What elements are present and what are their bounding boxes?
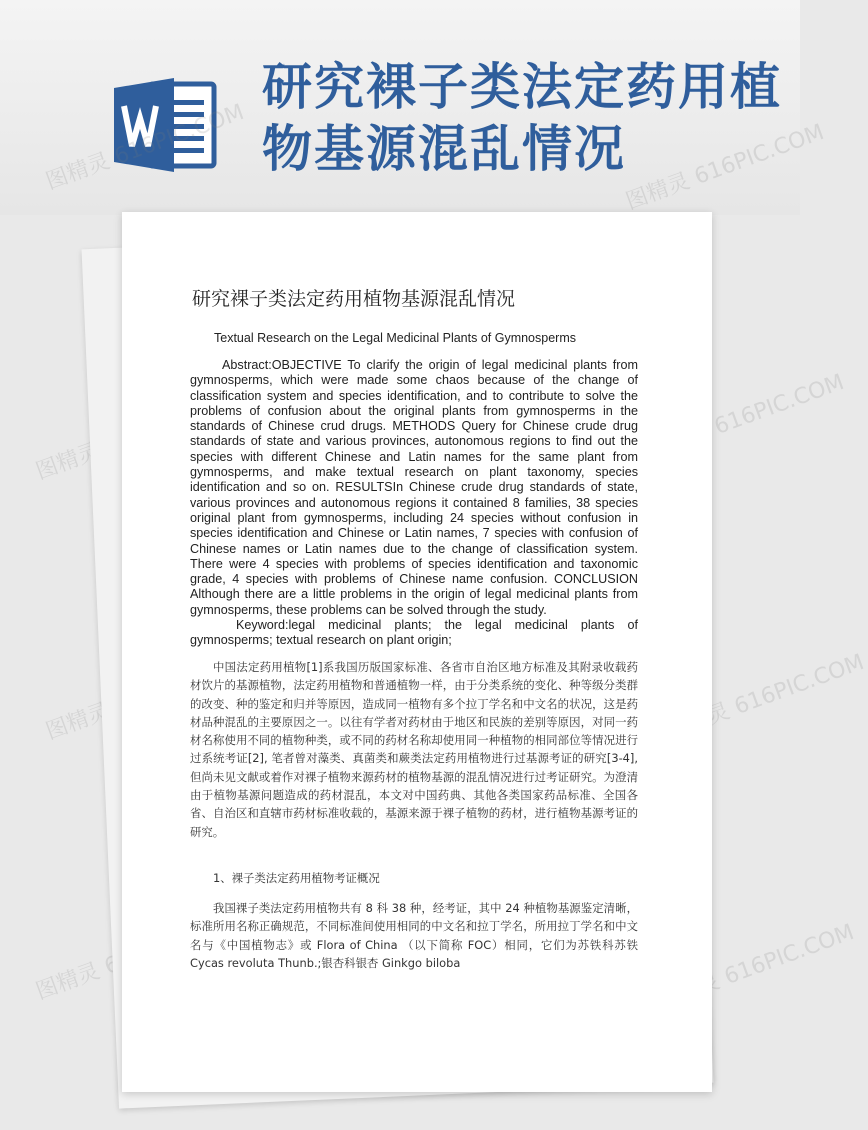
english-title: Textual Research on the Legal Medicinal Plants of Gymnosperms <box>214 331 576 345</box>
body-paragraph-overview: 我国裸子类法定药用植物共有 8 科 38 种，经考证，其中 24 种植物基源鉴定清晰，标准所用名称正确规范，不同标准间使用相同的中文名和拉丁学名，所用拉丁学名和中文名与《中国植物志》或 Flora of China （以下简称 FOC）相同，它们为苏铁科苏铁 Cycas revoluta Thunb.;银杏科银杏 Ginkgo biloba <box>190 901 638 970</box>
document-title: 研究裸子类法定药用植物基源混乱情况 <box>192 288 516 310</box>
section-heading: 1、裸子类法定药用植物考证概况 <box>213 871 380 885</box>
watermark: 图精灵 616PIC.COM <box>662 649 868 745</box>
banner-title: 研究裸子类法定药用植物基源混乱情况 <box>262 58 782 178</box>
body-paragraph-intro: 中国法定药用植物[1]系我国历版国家标准、各省市自治区地方标准及其附录收载药材饮片的基源植物，法定药用植物和普通植物一样，由于分类系统的变化、种等级分类群的改变、种的鉴定和归并等原因，造成同一植物有多个拉丁学名和中文名的状况，这是药材品种混乱的主要原因之一。以往有学者对药材由于地区和民族的差别等原因，对同一药材名称使用不同的植物种类，或不同的药材名称却使用同一种植物的相同部位等情况进行过系统考证[2], 笔者曾对藻类、真菌类和蕨类法定药用植物进行过基源考证的研究[3-4], 但尚未见文献或着作对裸子植物来源药材的植物基源的混乱情况进行过考证研究。为澄清由于植物基源问题造成的药材混乱，本文对中国药典、其他各类国家药品标准、全国各省、自治区和直辖市药材标准收载的，基源来源于裸子植物的药材，进行植物基源考证的研究。 <box>190 660 638 839</box>
watermark: 图精灵 616PIC.COM <box>642 369 848 465</box>
word-document-icon <box>110 70 220 180</box>
watermark: 图精灵 616PIC.COM <box>652 919 858 1015</box>
watermark: 图精灵 <box>32 438 104 485</box>
keyword-paragraph: Keyword:legal medicinal plants; the legal medicinal plants of gymnosperms; textual research on plant origin; <box>190 618 638 648</box>
watermark: 图精灵 <box>32 958 104 1005</box>
abstract-paragraph: Abstract:OBJECTIVE To clarify the origin of legal medicinal plants from gymnosperms, which were made some chaos because of the change of classification system and species identification, and to contribute to solve the problems of confusion about the original plants from gymnosperms in the standards of Chinese crud drugs. METHODS Query for Chinese crude drug standards of state and various provinces, autonomous regions to find out the species with different Chinese and Latin names for the same plant from gymnosperms, and make textual research on plant taxonomy, species identification and so on. RESULTSIn Chinese crude drug standards of state, various provinces and autonomous regions it contained 8 families, 38 species original plant from gymnosperms, including 24 species without confusion in species identification and Chinese or Latin names, 7 species with confusion of Chinese names or Latin names due to the change of classification system. There were 4 species with problems of species identification and taxonomic grade, 4 species with problems of Chinese name confusion. CONCLUSION Although there are a little problems in the origin of legal medicinal plants from gymnosperms, these problems can be solved through the study. <box>190 358 638 617</box>
header-banner <box>0 0 800 215</box>
document-page <box>122 212 712 1092</box>
watermark: 图精灵 <box>42 698 114 745</box>
